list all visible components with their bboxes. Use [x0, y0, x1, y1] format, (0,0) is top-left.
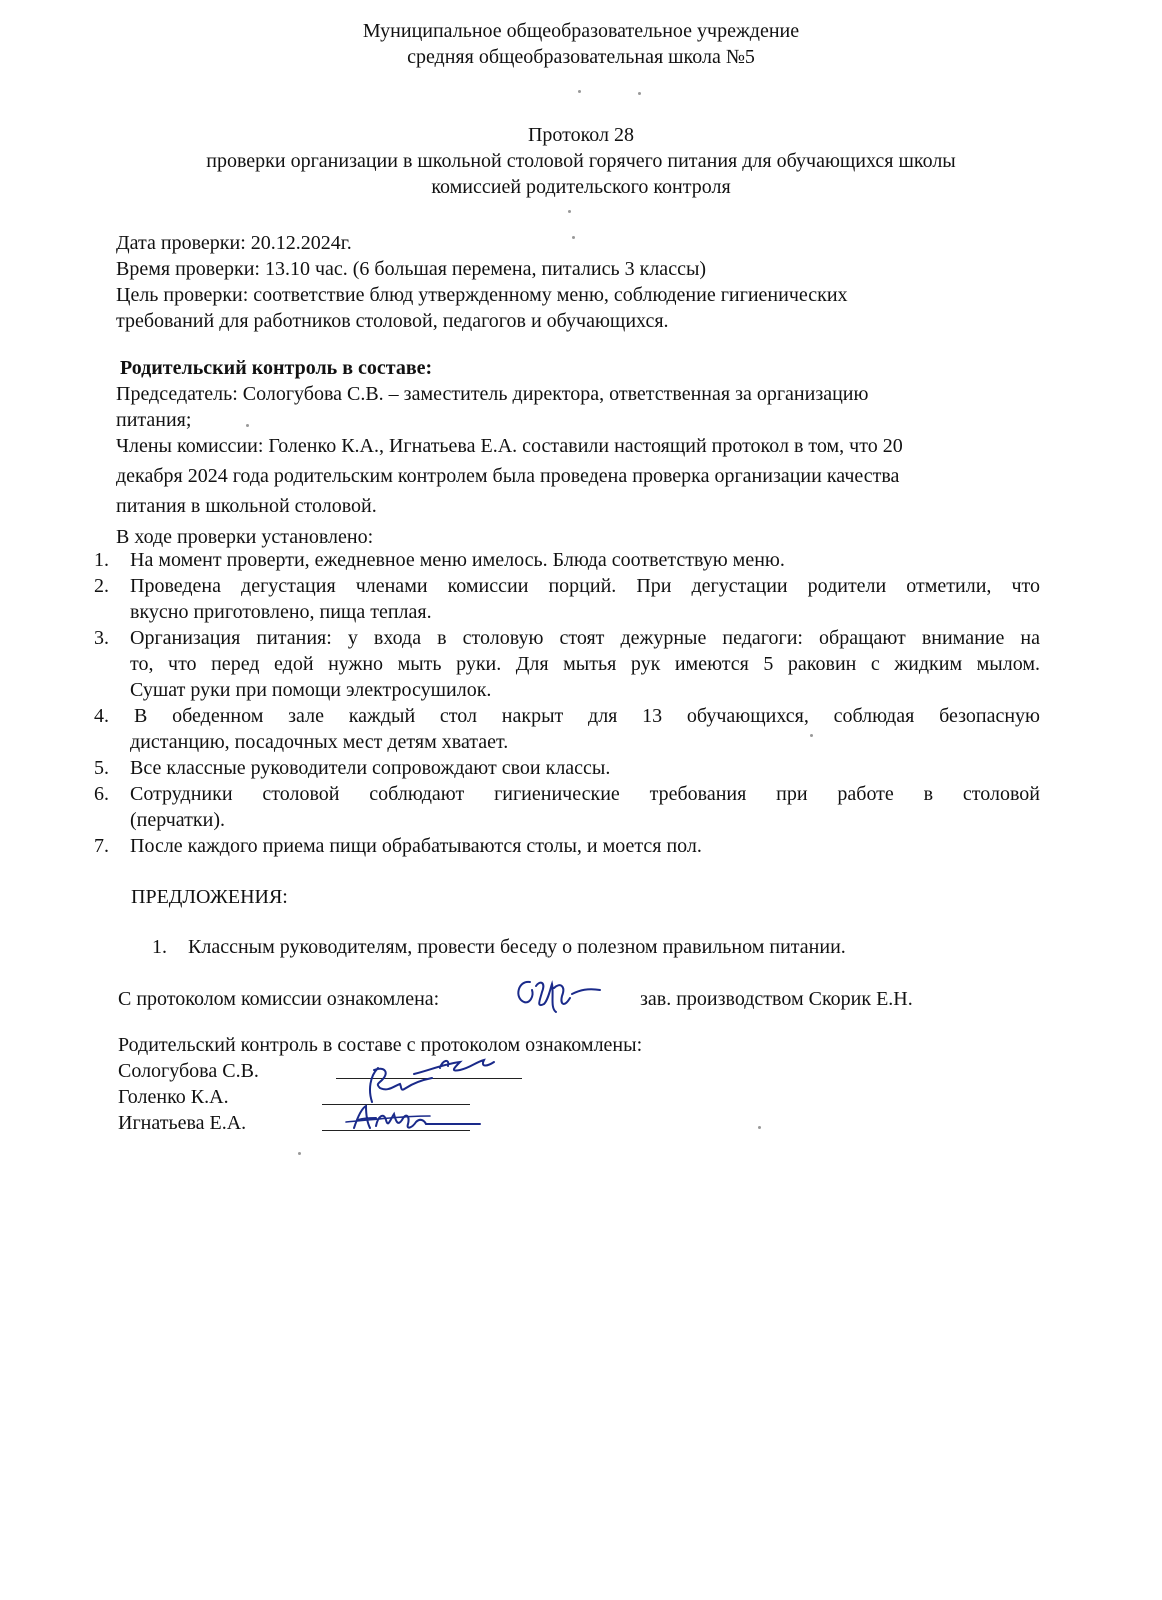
scan-speck: [298, 1152, 301, 1155]
list-item-text: После каждого приема пищи обрабатываются столы, и моется пол.: [130, 835, 702, 857]
list-item-number: 7.: [94, 835, 109, 857]
list-item-text: Все классные руководители сопровождают свои классы.: [130, 757, 611, 779]
scan-speck: [246, 424, 249, 427]
list-item-text: дистанцию, посадочных мест детям хватает.: [130, 731, 509, 753]
list-item-text: Проведена дегустация членами комиссии порций. При дегустации родители отметили, что: [130, 575, 1040, 597]
handwritten-signature-icon: [340, 1098, 490, 1138]
handwritten-signature-icon: [510, 968, 610, 1020]
org-name-line1: Муниципальное общеобразовательное учреждение: [362, 20, 800, 42]
acknowledgement-signer: зав. производством Скорик Е.Н.: [640, 988, 913, 1010]
members-line3: питания в школьной столовой.: [116, 495, 377, 517]
signatory-name: Игнатьева Е.А.: [118, 1112, 247, 1134]
scan-speck: [638, 92, 641, 95]
proposals-heading: ПРЕДЛОЖЕНИЯ:: [131, 886, 288, 908]
list-item-number: 1.: [94, 549, 109, 571]
list-item-number: 3.: [94, 627, 109, 649]
protocol-subtitle-line1: проверки организации в школьной столовой горячего питания для обучающихся школы: [206, 150, 956, 172]
findings-intro: В ходе проверки установлено:: [116, 526, 374, 548]
list-item-text: Организация питания: у входа в столовую стоят дежурные педагоги: обращают внимание на: [130, 627, 1040, 649]
protocol-subtitle-line2: комиссией родительского контроля: [431, 176, 731, 198]
scan-speck: [758, 1126, 761, 1129]
members-line1: Члены комиссии: Голенко К.А., Игнатьева Е.А. составили настоящий протокол в том, что 20: [116, 435, 903, 457]
scan-speck: [568, 210, 571, 213]
commission-heading: Родительский контроль в составе:: [120, 357, 433, 379]
list-item-number: 6.: [94, 783, 109, 805]
signatory-name: Голенко К.А.: [118, 1086, 229, 1108]
list-item-text: Классным руководителям, провести беседу о полезном правильном питании.: [188, 936, 846, 958]
list-item-text: (перчатки).: [130, 809, 225, 831]
list-item-number: 5.: [94, 757, 109, 779]
inspection-time: Время проверки: 13.10 час. (6 большая перемена, питались 3 классы): [116, 258, 707, 280]
chair-line2: питания;: [116, 409, 192, 431]
inspection-date: Дата проверки: 20.12.2024г.: [116, 232, 352, 254]
list-item-text: вкусно приготовлено, пища теплая.: [130, 601, 432, 623]
list-item-number: 4.: [94, 705, 109, 727]
members-line2: декабря 2024 года родительским контролем была проведена проверка организации качества: [116, 465, 900, 487]
list-item-text: В обеденном зале каждый стол накрыт для 13 обучающихся, соблюдая безопасную: [134, 705, 1040, 727]
protocol-title: Протокол 28: [527, 124, 635, 146]
list-item-text: Сотрудники столовой соблюдают гигиенические требования при работе в столовой: [130, 783, 1040, 805]
inspection-goal-line1: Цель проверки: соответствие блюд утвержденному меню, соблюдение гигиенических: [116, 284, 848, 306]
list-item-number: 1.: [152, 936, 167, 958]
chair-line1: Председатель: Сологубова С.В. – заместитель директора, ответственная за организацию: [116, 383, 869, 405]
scan-speck: [572, 236, 575, 239]
org-name-line2: средняя общеобразовательная школа №5: [407, 46, 755, 68]
list-item-number: 2.: [94, 575, 109, 597]
list-item-text: На момент проверти, ежедневное меню имелось. Блюда соответствую меню.: [130, 549, 785, 571]
acknowledgement-label: С протоколом комиссии ознакомлена:: [118, 988, 440, 1010]
signatory-name: Сологубова С.В.: [118, 1060, 259, 1082]
scan-speck: [810, 734, 813, 737]
signatures-heading: Родительский контроль в составе с протоколом ознакомлены:: [118, 1034, 643, 1056]
list-item-text: то, что перед едой нужно мыть руки. Для мытья рук имеются 5 раковин с жидким мылом.: [130, 653, 1040, 675]
list-item-text: Сушат руки при помощи электросушилок.: [130, 679, 492, 701]
scan-speck: [578, 90, 581, 93]
inspection-goal-line2: требований для работников столовой, педагогов и обучающихся.: [116, 310, 669, 332]
